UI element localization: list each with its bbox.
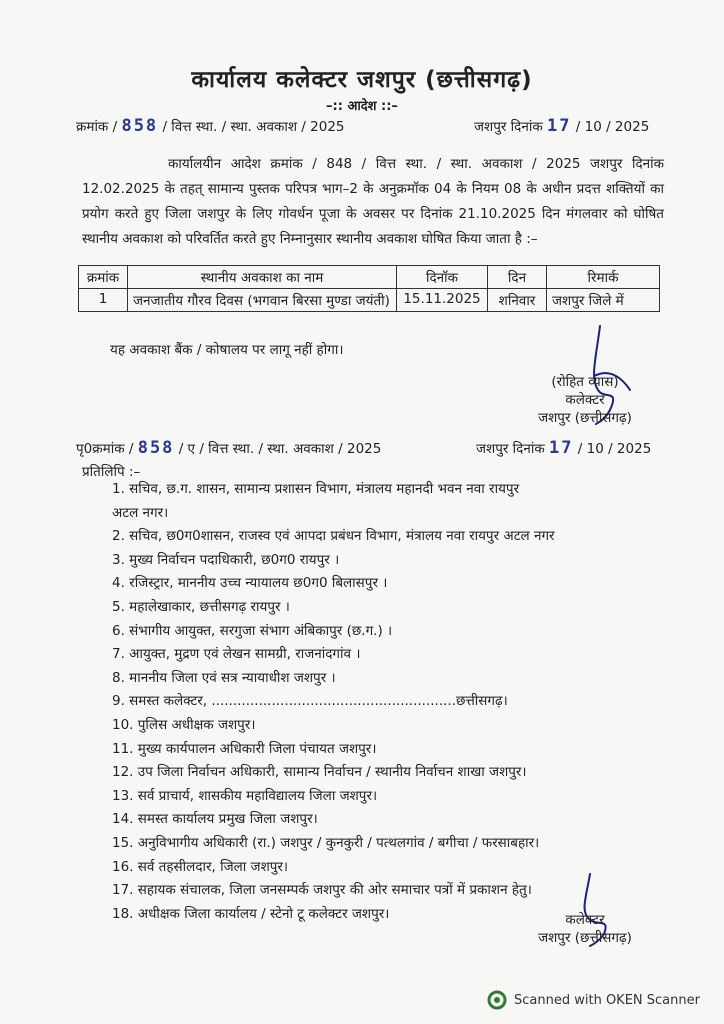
signatory-name: (रोहित व्यास) [551, 374, 619, 390]
endorsement-ref-suffix: / ए / वित्त स्था. / स्था. अवकाश / 2025 [178, 441, 382, 457]
col-header-serial: क्रमांक [79, 266, 128, 289]
copy-to-title: प्रतिलिपि :– [82, 464, 141, 480]
list-item: 16. सर्व तहसीलदार, जिला जशपुर। [112, 858, 289, 875]
endorsement-day: 17 [549, 438, 574, 458]
cell-remark: जशपुर जिले में [547, 289, 660, 312]
list-item: 14. समस्त कार्यालय प्रमुख जिला जशपुर। [112, 811, 318, 828]
bank-note: यह अवकाश बैंक / कोषालय पर लागू नहीं होगा। [110, 342, 344, 358]
list-item: 12. उप जिला निर्वाचन अधिकारी, सामान्य निर्वाचन / स्थानीय निर्वाचन शाखा जशपुर। [112, 764, 527, 781]
order-reference [76, 116, 345, 136]
list-item: 10. पुलिस अधीक्षक जशपुर। [112, 716, 256, 733]
signatory-designation: कलेक्टर [565, 392, 605, 408]
endorsement-month-year: / 10 / 2025 [577, 441, 652, 457]
list-item: 9. समस्त कलेक्टर, .........................................................छत्तीसगढ़। [112, 693, 508, 710]
list-item: 6. संभागीय आयुक्त, सरगुजा संभाग अंबिकापुर (छ.ग.) । [112, 622, 393, 639]
table-row [79, 289, 660, 312]
scanner-watermark-text: Scanned with OKEN Scanner [514, 992, 700, 1008]
col-header-holiday-name: स्थानीय अवकाश का नाम [128, 266, 397, 289]
copy-to-list [112, 478, 672, 926]
order-ref-suffix: / वित्त स्था. / स्था. अवकाश / 2025 [162, 119, 345, 135]
order-body-text: कार्यालयीन आदेश क्रमांक / 848 / वित्त स्था. / स्था. अवकाश / 2025 जशपुर दिनांक 12.02.2025 के तहत् सामान्य पुस्तक परिपत्र भाग–2 के अनुक्रमॉक 04 के नियम 08 के अधीन प्रदत्त शक्तियों का प्रयोग करते हुए जिला जशपुर के लिए गोवर्धन पूजा के अवसर पर दिनांक 21.10.2025 दिन मंगलवार को घोषित स्थानीय अवकाश को परिवर्तित करते हुए निम्नानुसार स्थानीय अवकाश घोषित किया जाता है :– [82, 156, 664, 247]
endorsement-ref-prefix: पृ0क्रमांक / [76, 441, 134, 457]
endorsement-reference [76, 438, 381, 458]
cell-date: 15.11.2025 [397, 289, 488, 312]
list-item: 5. महालेखाकार, छत्तीसगढ़ रायपुर । [112, 598, 290, 615]
endorsement-date-prefix: जशपुर दिनांक [476, 441, 545, 457]
endorsement-number: 858 [137, 438, 175, 458]
cell-serial: 1 [79, 289, 128, 312]
cell-day: शनिवार [488, 289, 547, 312]
oken-logo-icon [487, 990, 507, 1010]
signature-block-1 [520, 372, 650, 426]
col-header-date: दिनॉक [397, 266, 488, 289]
signatory-place: जशपुर (छत्तीसगढ़) [538, 410, 632, 426]
list-item: 2. सचिव, छ0ग0शासन, राजस्व एवं आपदा प्रबंधन विभाग, मंत्रालय नवा रायपुर अटल नगर [112, 528, 555, 545]
table-header-row [79, 266, 660, 289]
list-item: 1. सचिव, छ.ग. शासन, सामान्य प्रशासन विभाग, मंत्रालय महानदी भवन नवा रायपुर [112, 481, 520, 497]
signatory-designation-2: कलेक्टर [565, 912, 605, 928]
order-date-prefix: जशपुर दिनांक [474, 119, 543, 135]
list-item: 8. माननीय जिला एवं सत्र न्यायाधीश जशपुर । [112, 669, 336, 686]
scanner-watermark [487, 990, 700, 1010]
signatory-place-2: जशपुर (छत्तीसगढ़) [538, 930, 632, 946]
list-item: 7. आयुक्त, मुद्रण एवं लेखन सामग्री, राजनांदगांव । [112, 646, 361, 663]
signature-block-2 [520, 910, 650, 946]
list-item: 15. अनुविभागीय अधिकारी (रा.) जशपुर / कुनकुरी / पत्थलगांव / बगीचा / फरसाबहार। [112, 834, 540, 851]
list-item: 11. मुख्य कार्यपालन अधिकारी जिला पंचायत जशपुर। [112, 740, 377, 757]
holiday-table [78, 265, 660, 312]
col-header-day: दिन [488, 266, 547, 289]
list-item: 17. सहायक संचालक, जिला जनसम्पर्क जशपुर की ओर समाचार पत्रों में प्रकाशन हेतु। [112, 882, 532, 899]
order-ref-prefix: क्रमांक / [76, 119, 118, 135]
endorsement-date [476, 438, 651, 458]
list-item: 4. रजिस्ट्रार, माननीय उच्च न्यायालय छ0ग0 बिलासपुर । [112, 575, 388, 592]
order-body [82, 152, 664, 252]
list-item: अटल नगर। [112, 504, 169, 521]
list-item: 3. मुख्य निर्वाचन पदाधिकारी, छ0ग0 रायपुर । [112, 551, 340, 568]
order-heading: –:: आदेश ::– [326, 99, 398, 114]
order-date [474, 116, 649, 136]
office-title: कार्यालय कलेक्टर जशपुर (छत्तीसगढ़) [191, 67, 533, 93]
order-number: 858 [121, 116, 159, 136]
order-day: 17 [547, 116, 572, 136]
col-header-remark: रिमार्क [547, 266, 660, 289]
list-item: 13. सर्व प्राचार्य, शासकीय महाविद्यालय जिला जशपुर। [112, 787, 378, 804]
cell-holiday-name: जनजातीय गौरव दिवस (भगवान बिरसा मुण्डा जयंती) [128, 289, 397, 312]
order-month-year: / 10 / 2025 [575, 119, 650, 135]
list-item: 18. अधीक्षक जिला कार्यालय / स्टेनो टू कलेक्टर जशपुर। [112, 905, 390, 922]
